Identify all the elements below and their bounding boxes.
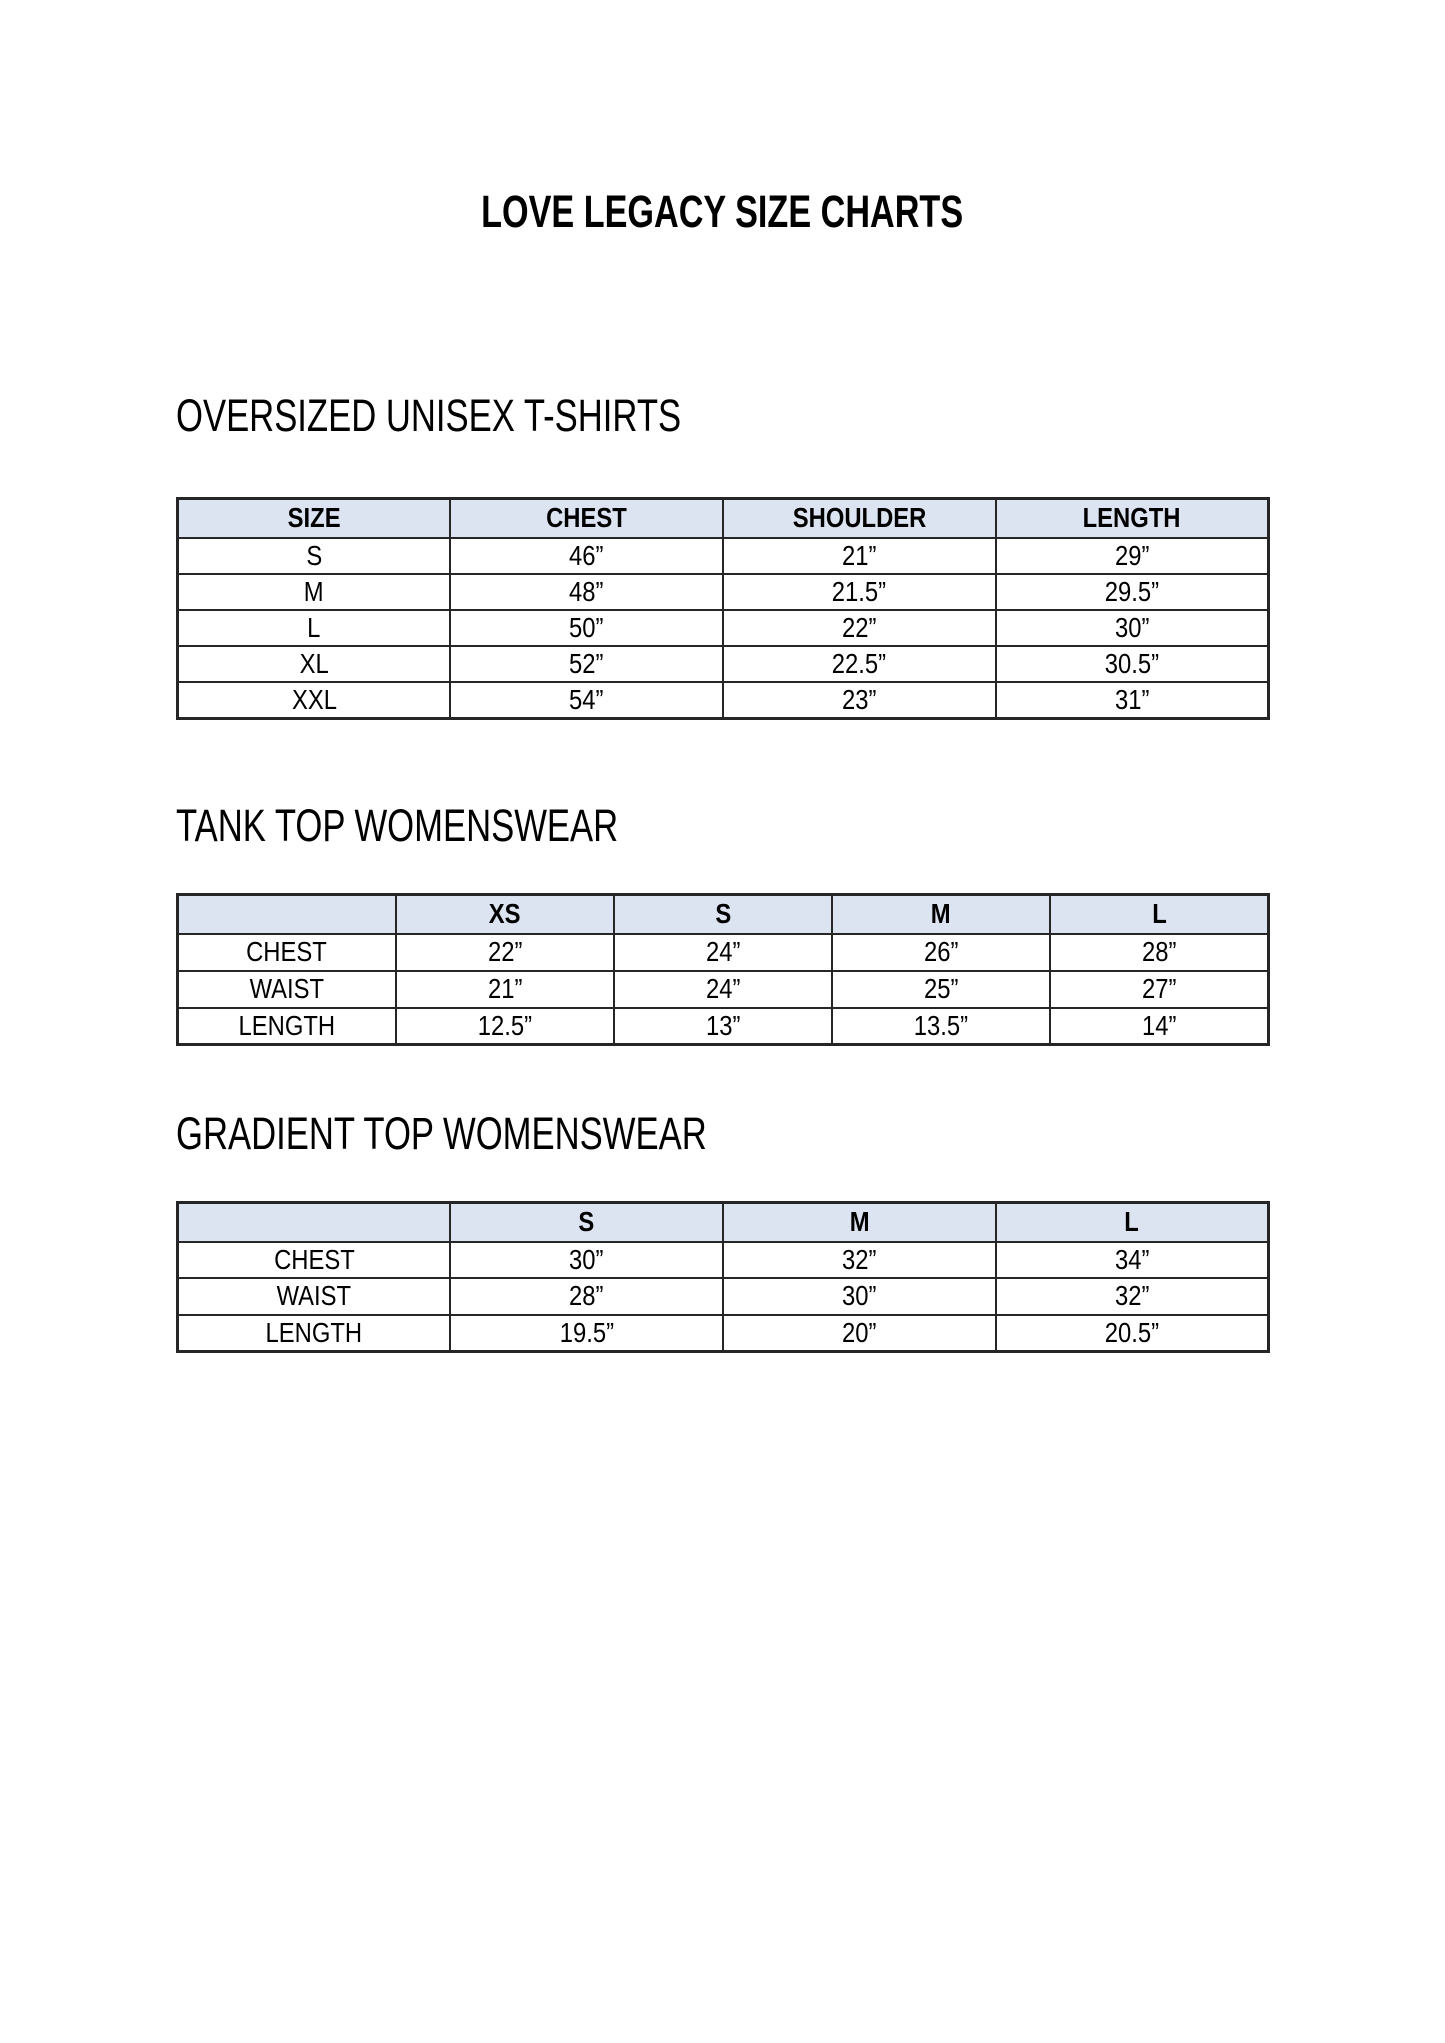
row-label-cell (178, 1008, 396, 1045)
table-cell-text: 29” (1114, 539, 1150, 571)
table-row (178, 538, 1269, 574)
table-header-cell-blank (178, 895, 396, 934)
gradient-top-womenswear-table (176, 1201, 1270, 1353)
table-header-row (178, 895, 1269, 934)
column-header-xs: XS (488, 898, 521, 930)
row-label-cell (178, 934, 396, 971)
table-cell-text: XL (299, 648, 329, 680)
table-body (178, 934, 1269, 1045)
table-cell-text: 28” (569, 1280, 604, 1312)
table-cell (396, 971, 614, 1008)
table-cell (996, 538, 1269, 574)
table-row (178, 971, 1269, 1008)
table-cell (996, 1242, 1269, 1279)
table-cell (450, 1315, 723, 1352)
table-cell (614, 934, 832, 971)
table-header-cell (723, 499, 996, 538)
row-label-cell (178, 574, 451, 610)
table-cell-text: 54” (569, 684, 604, 716)
table-cell-text: 24” (705, 936, 741, 967)
table-cell (723, 1242, 996, 1279)
table-cell-text: XXL (291, 684, 337, 716)
table-header-cell (450, 1203, 723, 1242)
table-cell-text: 30” (842, 1280, 877, 1312)
table-cell (450, 574, 723, 610)
table-cell-text: LENGTH (238, 1009, 336, 1041)
table-cell-text: 23” (842, 684, 877, 716)
table-cell-text: M (304, 575, 325, 607)
table-header-cell (996, 1203, 1269, 1242)
table-cell (450, 1242, 723, 1279)
row-label-cell (178, 971, 396, 1008)
column-header-m: M (849, 1206, 870, 1238)
table-cell-text: 12.5” (477, 1009, 532, 1041)
table-cell (450, 538, 723, 574)
section-heading-gradient-top-womenswear (176, 1110, 865, 1158)
row-label-cell (178, 538, 451, 574)
table-row (178, 682, 1269, 718)
table-cell (996, 682, 1269, 718)
column-header-size: SIZE (287, 502, 341, 534)
table-row (178, 610, 1269, 646)
table-header-cell (450, 499, 723, 538)
table-cell (1050, 1008, 1268, 1045)
section-heading-text: GRADIENT TOP WOMENSWEAR (176, 1108, 707, 1159)
column-header-chest: CHEST (546, 502, 627, 534)
table-cell-text: 30” (569, 1243, 604, 1275)
row-label-cell (178, 682, 451, 718)
table-cell-text: 26” (923, 936, 959, 967)
table-cell (614, 1008, 832, 1045)
table-cell (450, 646, 723, 682)
section-heading-text: OVERSIZED UNISEX T-SHIRTS (176, 390, 682, 441)
table-cell-text: S (306, 539, 323, 571)
table-header-cell (1050, 895, 1268, 934)
page-title-text: LOVE LEGACY SIZE CHARTS (481, 186, 964, 237)
table-header-cell (178, 499, 451, 538)
table-cell-text: CHEST (273, 1243, 355, 1275)
table-cell-text: 32” (842, 1243, 877, 1275)
table-cell-text: 30” (1114, 611, 1150, 643)
table-cell-text: 13” (705, 1009, 741, 1041)
table-cell-text: 21” (487, 973, 522, 1004)
row-label-cell (178, 1278, 451, 1315)
table-cell (723, 646, 996, 682)
table-row (178, 1278, 1269, 1315)
table-cell-text: 34” (1114, 1243, 1150, 1275)
table-header-cell-blank (178, 1203, 451, 1242)
table-cell-text: 20.5” (1104, 1316, 1159, 1348)
table-header-row (178, 1203, 1269, 1242)
table-cell-text: 50” (569, 611, 604, 643)
table-cell (1050, 971, 1268, 1008)
table-cell-text: 52” (569, 648, 604, 680)
table-cell (723, 574, 996, 610)
table-header-cell (996, 499, 1269, 538)
table-cell-text: WAIST (276, 1280, 352, 1312)
section-heading-text: TANK TOP WOMENSWEAR (176, 800, 619, 851)
oversized-unisex-tshirts-table (176, 497, 1270, 720)
column-header-m: M (931, 898, 952, 930)
table-cell-text: LENGTH (265, 1316, 363, 1348)
table-header-cell (396, 895, 614, 934)
table-cell (450, 610, 723, 646)
table-cell-text: 22” (487, 936, 522, 967)
table-cell (832, 971, 1050, 1008)
table-cell-text: 31” (1114, 684, 1150, 716)
table-cell-text: 29.5” (1104, 575, 1159, 607)
section-heading-oversized-unisex-tshirts (176, 392, 832, 440)
table-row (178, 1315, 1269, 1352)
table-body (178, 1242, 1269, 1352)
table-header-cell (832, 895, 1050, 934)
section-heading-tank-top-womenswear (176, 802, 750, 850)
row-label-cell (178, 646, 451, 682)
column-header-s: S (578, 1206, 595, 1238)
table-cell-text: 20” (842, 1316, 877, 1348)
table-cell (450, 1278, 723, 1315)
table-cell-text: L (307, 611, 321, 643)
row-label-cell (178, 610, 451, 646)
page-title (0, 188, 1445, 236)
table-cell (723, 538, 996, 574)
table-cell (996, 574, 1269, 610)
table-cell-text: 27” (1141, 973, 1177, 1004)
table-cell (396, 934, 614, 971)
table-cell (396, 1008, 614, 1045)
table-cell (996, 646, 1269, 682)
table-row (178, 934, 1269, 971)
table-cell-text: CHEST (246, 936, 328, 967)
table-header-cell (723, 1203, 996, 1242)
table-cell-text: 46” (569, 539, 604, 571)
table-cell-text: 21” (842, 539, 877, 571)
table-cell-text: 22” (842, 611, 877, 643)
table-header-cell (614, 895, 832, 934)
table-cell (723, 1315, 996, 1352)
table-row (178, 574, 1269, 610)
row-label-cell (178, 1315, 451, 1352)
table-cell-text: 48” (569, 575, 604, 607)
table-cell-text: 30.5” (1104, 648, 1159, 680)
row-label-cell (178, 1242, 451, 1279)
table-cell (723, 682, 996, 718)
column-header-s: S (715, 898, 731, 930)
table-header-row (178, 499, 1269, 538)
table-row (178, 646, 1269, 682)
table-cell (723, 610, 996, 646)
table-cell-text: 22.5” (832, 648, 887, 680)
table-cell-text: 19.5” (559, 1316, 614, 1348)
table-cell-text: 32” (1114, 1280, 1150, 1312)
column-header-l: L (1124, 1206, 1140, 1238)
table-cell (723, 1278, 996, 1315)
table-cell-text: WAIST (249, 973, 325, 1004)
table-cell-text: 14” (1141, 1009, 1177, 1041)
column-header-shoulder: SHOULDER (792, 502, 927, 534)
column-header-length: LENGTH (1082, 502, 1181, 534)
column-header-l: L (1151, 898, 1167, 930)
table-cell (832, 1008, 1050, 1045)
table-cell (996, 610, 1269, 646)
table-cell-text: 13.5” (914, 1009, 969, 1041)
table-cell-text: 21.5” (832, 575, 887, 607)
table-body (178, 538, 1269, 719)
table-cell-text: 25” (923, 973, 959, 1004)
table-cell-text: 24” (705, 973, 741, 1004)
table-row (178, 1242, 1269, 1279)
table-cell (996, 1278, 1269, 1315)
table-cell (450, 682, 723, 718)
table-cell-text: 28” (1141, 936, 1177, 967)
table-cell (614, 971, 832, 1008)
table-cell (832, 934, 1050, 971)
tank-top-womenswear-table (176, 893, 1270, 1046)
table-cell (1050, 934, 1268, 971)
table-cell (996, 1315, 1269, 1352)
table-row (178, 1008, 1269, 1045)
